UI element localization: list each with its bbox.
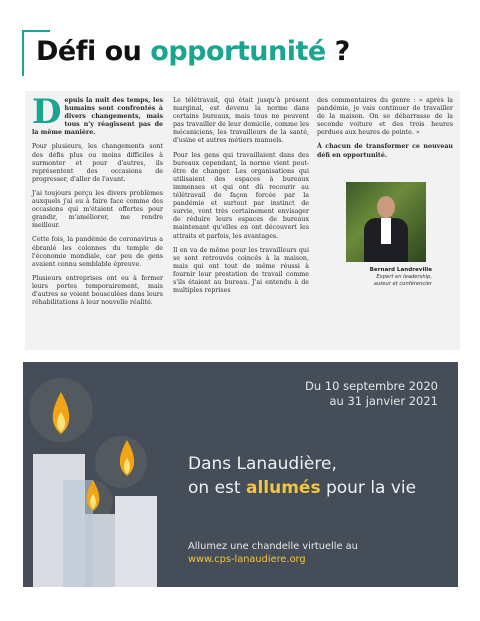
paragraph: Le télétravail, qui était jusqu'à présent marginal, est devenu la norme dans certains bureaux, mais tous ne peuvent pas travailler de leur domicile, comme les mécaniciens, les travailleurs de la santé, d'usine et autres métiers manuels. <box>173 97 309 145</box>
title-part-1: Défi ou <box>36 36 151 67</box>
closing-statement: À chacun de transformer ce nouveau défi en opportunité. <box>317 143 453 159</box>
ad-url-link[interactable]: www.cps-lanaudiere.org <box>188 554 306 565</box>
title-block <box>22 30 462 76</box>
ad-headline-line-1: Dans Lanaudière, <box>188 454 337 474</box>
ad-headline <box>188 452 416 500</box>
title-part-3: ? <box>325 36 350 67</box>
paragraph: des commentaires du genre : « après la pandémie, je vais continuer de travailler de la maison. On se débarrasse de la seconde voiture et des trois heures perdues aux heures de pointe. » <box>317 97 453 137</box>
paragraph: Pour plusieurs, les changements sont des défis plus ou moins difficiles à surmonter et pour d'autres, ils représentent des occasions de progresser, d'aller de l'avant. <box>32 143 163 183</box>
author-photo-shirt <box>381 218 391 244</box>
candle-ad-banner[interactable] <box>23 362 458 587</box>
ad-headline-highlight: allumés <box>245 478 321 498</box>
author-caption <box>340 267 432 287</box>
author-photo <box>346 182 426 262</box>
title-accent-bar <box>22 30 24 76</box>
article-column-2 <box>173 97 309 301</box>
author-photo-head <box>377 196 395 218</box>
ad-date-range <box>305 379 438 409</box>
article-column-3 <box>317 97 453 166</box>
title-part-2: opportunité <box>150 36 326 67</box>
ad-headline-line-2 <box>188 476 416 500</box>
ad-call-to-action <box>188 540 358 566</box>
paragraph: Plusieurs entreprises ont eu à fermer leurs portes temporairement, mais d'autres se voient bousculées dans leurs réhabilitations à leur nouvelle réalité. <box>32 274 163 307</box>
ad-headline-post: pour la vie <box>320 478 417 498</box>
ad-headline-pre: on est <box>188 478 246 498</box>
paragraph: Il en va de même pour les travailleurs qui se sont retrouvés coincés à la maison, mais qui ont tout de même réussi à fournir leur prestation de travail comme s'ils étaient au bureau. J'ai entendu à de multiples reprises <box>173 246 309 295</box>
paragraph: Cette fois, la pandémie de coronavirus a ébranlé les colonnes du temple de l'économie mondiale, car peu de gens avaient connu semblable épreuve. <box>32 236 163 268</box>
page-title <box>36 36 350 67</box>
ad-date-line-2: au 31 janvier 2021 <box>329 394 438 408</box>
author-name: Bernard Landreville <box>369 267 432 273</box>
drop-cap: D <box>32 92 62 132</box>
lead-paragraph <box>32 92 163 137</box>
paragraph: J'ai toujours perçu les divers problèmes auxquels j'ai eu à faire face comme des occasions qui m'étaient offertes pour grandir, m'améliorer, me rendre meilleur. <box>32 189 163 230</box>
author-role-1: Expert en leadership, <box>376 274 432 280</box>
article-column-1 <box>32 92 163 313</box>
ad-cta-text: Allumez une chandelle virtuelle au <box>188 541 358 552</box>
author-role-2: auteur et conférencier <box>373 280 432 287</box>
lead-text: epuis la nuit des temps, les humains sont confrontés à divers changements, mais tous n'y réagissent pas de la même manière. <box>32 97 163 137</box>
candles-illustration <box>23 362 183 587</box>
title-accent-rule <box>22 30 50 32</box>
ad-date-line-1: Du 10 septembre 2020 <box>304 379 438 393</box>
paragraph: Pour les gens qui travaillaient dans des bureaux cependant, la norme vient peut-être de changer. Les organisations qui utilisaient des espaces à bureaux immenses et qui ont dû recourir au télétravail de façon forcée par la pandémie et surtout par instinct de survie, vont très certainement envisager de réduire leurs espaces de bureaux maintenant qu'elles en ont découvert les attraits et parfois, les avantages. <box>173 151 309 240</box>
